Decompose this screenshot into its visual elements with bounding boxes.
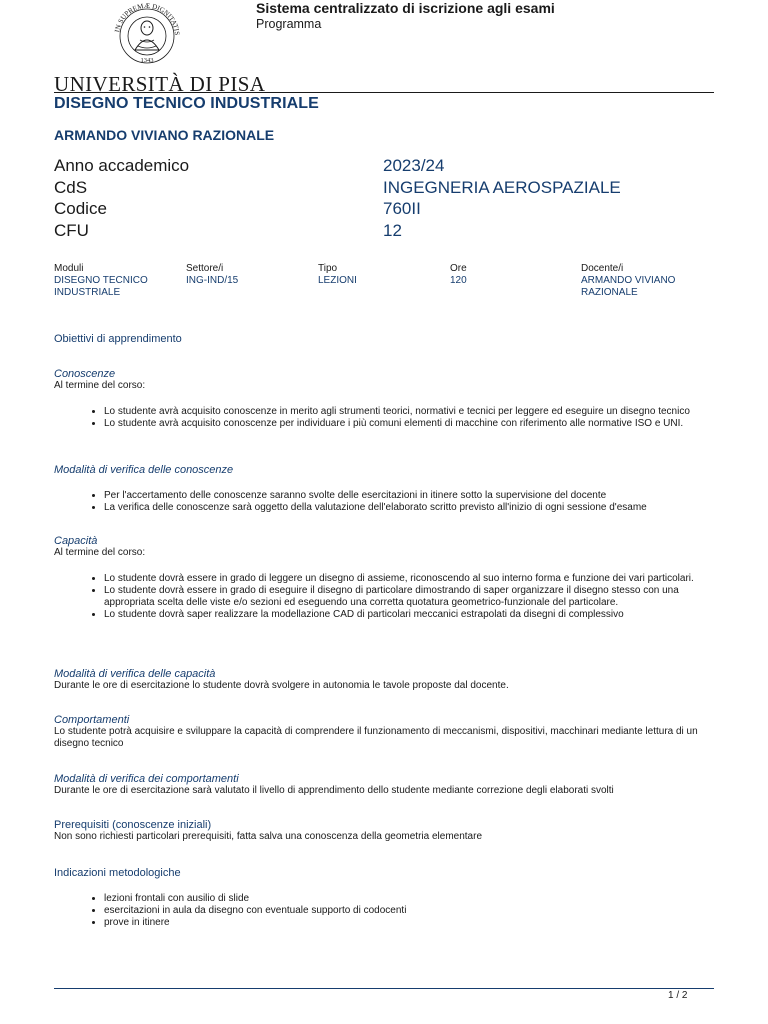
section-text: Durante le ore di esercitazione lo studente dovrà svolgere in autonomia le tavole proposte dal docente. <box>54 680 509 691</box>
section-comportamenti <box>54 714 719 750</box>
modules-header-tipo: Tipo <box>318 263 338 274</box>
section-heading: Capacità <box>54 535 98 547</box>
section-heading: Comportamenti <box>54 714 130 726</box>
bullet-list <box>54 406 719 430</box>
section-heading: Obiettivi di apprendimento <box>54 333 182 345</box>
seal-year: 1343 <box>140 57 154 64</box>
list-item: • Lo studente avrà acquisito conoscenze in merito agli strumenti teorici, normativi e tecnici per leggere ed eseguire un disegno tecnico <box>104 406 719 418</box>
list-item: • Per l'accertamento delle conoscenze saranno svolte delle esercitazioni in itinere sotto la supervisione del docente <box>104 490 719 502</box>
course-info <box>54 155 714 241</box>
seal-text: IN SUPREMÆ DIGNITATIS <box>113 1 182 36</box>
section-heading: Modalità di verifica delle conoscenze <box>54 464 234 476</box>
section-heading: Indicazioni metodologiche <box>54 867 181 879</box>
bullet-list <box>54 893 719 929</box>
course-title: DISEGNO TECNICO INDUSTRIALE <box>54 95 319 112</box>
section-verifica-conoscenze <box>54 464 719 514</box>
teacher-name: ARMANDO VIVIANO RAZIONALE <box>54 127 275 143</box>
list-item: • Lo studente dovrà essere in grado di eseguire il disegno di particolare dimostrando di saper organizzare il disegno stesso con una appropriata scelta delle viste e/o sezioni ed eseguendo una corretta quotatura geometrico-funzionale del particolare. <box>104 585 719 609</box>
system-title: Sistema centralizzato di iscrizione agli esami <box>256 0 555 16</box>
modules-header-ore: Ore <box>450 263 467 274</box>
bullet-list <box>54 490 719 514</box>
modules-header-docente: Docente/i <box>581 263 624 274</box>
module-sector: ING-IND/15 <box>186 275 239 286</box>
section-intro: Al termine del corso: <box>54 547 146 558</box>
section-intro: Al termine del corso: <box>54 380 146 391</box>
section-verifica-capacita <box>54 668 719 692</box>
info-value: 12 <box>383 220 402 240</box>
list-item: • Lo studente dovrà saper realizzare la modellazione CAD di particolari meccanici estrapolati da disegni di complessivo <box>104 609 719 621</box>
university-wordmark: UNIVERSITÀ DI PISA <box>54 72 266 96</box>
section-heading: Conoscenze <box>54 368 116 380</box>
section-text: Durante le ore di esercitazione sarà valutato il livello di apprendimento dello studente mediante correzione degli elaborati svolti <box>54 785 614 796</box>
section-conoscenze <box>54 368 719 430</box>
info-row <box>54 177 714 199</box>
list-item: • Lo studente avrà acquisito conoscenze per individuare i più comuni elementi di macchine con riferimento alle normative ISO e UNI. <box>104 418 719 430</box>
section-capacita <box>54 535 719 621</box>
section-prerequisiti <box>54 819 719 843</box>
svg-text:IN SUPREMÆ DIGNITATIS <box>113 2 181 36</box>
system-subtitle: Programma <box>256 17 322 31</box>
list-item: • lezioni frontali con ausilio di slide <box>104 893 719 905</box>
section-heading: Modalità di verifica dei comportamenti <box>54 773 239 785</box>
section-text: Lo studente potrà acquisire e sviluppare la capacità di comprendere il funzionamento di meccanismi, dispositivi, macchinari mediante lettura di un disegno tecnico <box>54 726 698 749</box>
info-row <box>54 198 714 220</box>
list-item: • prove in itinere <box>104 917 719 929</box>
section-metodologia <box>54 867 719 929</box>
module-teacher: ARMANDO VIVIANO RAZIONALE <box>581 275 676 298</box>
modules-header-moduli: Moduli <box>54 263 84 274</box>
list-item: • esercitazioni in aula da disegno con eventuale supporto di codocenti <box>104 905 719 917</box>
section-heading: Modalità di verifica delle capacità <box>54 668 216 680</box>
list-item: • Lo studente dovrà essere in grado di leggere un disegno di assieme, riconoscendo al suo interno forma e funzione dei vari particolari. <box>104 573 719 585</box>
module-name: DISEGNO TECNICO INDUSTRIALE <box>54 275 148 298</box>
module-type: LEZIONI <box>318 275 357 286</box>
section-text: Non sono richiesti particolari prerequisiti, fatta salva una conoscenza della geometria elementare <box>54 831 483 842</box>
info-key: CFU <box>54 220 89 240</box>
section-obiettivi <box>54 333 719 345</box>
page-number: 1 / 2 <box>668 990 688 1001</box>
list-item: • La verifica delle conoscenze sarà oggetto della valutazione dell'elaborato scritto previsto all'inizio di ogni sessione d'esame <box>104 502 719 514</box>
university-seal-icon <box>110 0 184 66</box>
info-key: Anno accademico <box>54 156 190 175</box>
info-row <box>54 155 714 177</box>
info-value: 760II <box>383 199 421 218</box>
module-hours: 120 <box>450 275 467 286</box>
info-value: INGEGNERIA AEROSPAZIALE <box>383 177 621 197</box>
section-heading: Prerequisiti (conoscenze iniziali) <box>54 819 212 831</box>
modules-header-settore: Settore/i <box>186 263 224 274</box>
info-row <box>54 220 714 242</box>
info-key: CdS <box>54 177 88 197</box>
info-key: Codice <box>54 199 107 218</box>
bullet-list <box>54 573 719 621</box>
footer-divider <box>54 988 714 989</box>
header-divider <box>54 92 714 93</box>
section-verifica-comportamenti <box>54 773 719 797</box>
info-value: 2023/24 <box>383 156 445 175</box>
